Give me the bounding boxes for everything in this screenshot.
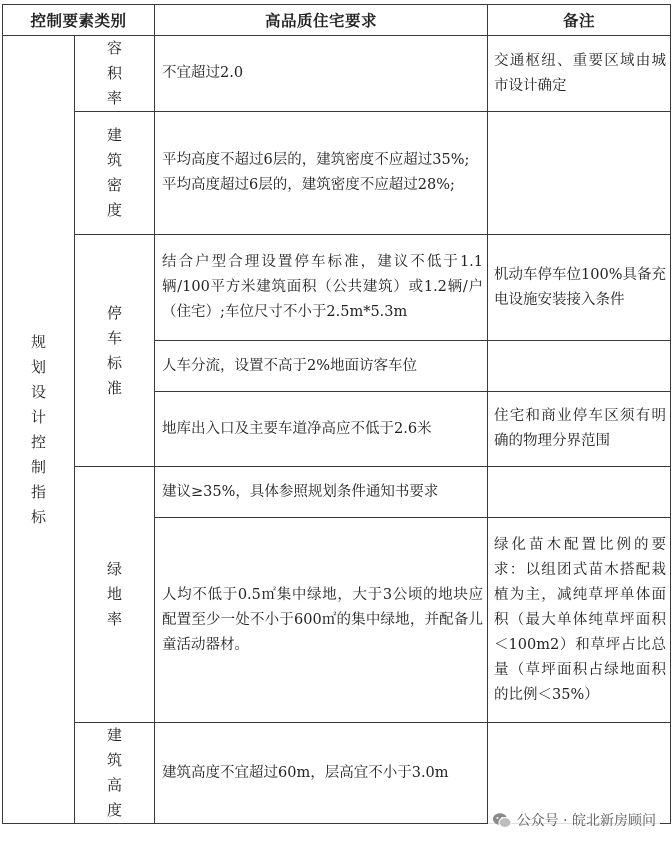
requirement-cell: 人车分流，设置不高于2%地面访客车位 bbox=[155, 341, 488, 392]
requirement-cell: 不宜超过2.0 bbox=[155, 36, 488, 112]
table-header-row bbox=[3, 5, 671, 36]
remark-cell bbox=[488, 467, 671, 518]
remark-cell: 住宅和商业停车区须有明确的物理分界范围 bbox=[488, 392, 671, 467]
header-requirement: 高品质住宅要求 bbox=[155, 5, 488, 36]
remark-cell: 绿化苗木配置比例的要求：以组团式苗木搭配栽植为主，减纯草坪单体面积（最大单体纯草坪面积＜100m2）和草坪占比总量（草坪面积占绿地面积的比例＜35%） bbox=[488, 518, 671, 723]
sub-category-label: 建 筑 密 度 bbox=[107, 126, 123, 219]
requirement-cell: 人均不低于0.5㎡集中绿地，大于3公顷的地块应配置至少一处不小于600㎡的集中绿地，并配备儿童活动器材。 bbox=[155, 518, 488, 723]
sub-category-label: 容 积 率 bbox=[107, 39, 123, 107]
table-row bbox=[3, 36, 671, 112]
requirement-cell: 建筑高度不宜超过60m，层高宜不小于3.0m bbox=[155, 723, 488, 824]
table-row bbox=[3, 467, 671, 518]
table-row bbox=[3, 235, 671, 341]
sub-category-cell bbox=[75, 467, 155, 723]
requirement-cell: 结合户型合理设置停车标准，建议不低于1.1辆/100平方米建筑面积（公共建筑）或1.2辆/户（住宅）;车位尺寸不小于2.5m*5.3m bbox=[155, 235, 488, 341]
requirements-table bbox=[2, 4, 671, 824]
requirement-cell: 建议≥35%，具体参照规划条件通知书要求 bbox=[155, 467, 488, 518]
remark-cell bbox=[488, 341, 671, 392]
watermark-text: 公众号 · 皖北新房顾问 bbox=[516, 813, 656, 829]
requirement-cell: 地库出入口及主要车道净高应不低于2.6米 bbox=[155, 392, 488, 467]
watermark bbox=[488, 808, 660, 832]
header-remarks: 备注 bbox=[488, 5, 671, 36]
remark-cell bbox=[488, 112, 671, 235]
remark-cell: 机动车停车位100%具备充电设施安装接入条件 bbox=[488, 235, 671, 341]
sub-category-label: 停 车 标 准 bbox=[107, 303, 123, 397]
group-label-cell bbox=[3, 36, 75, 824]
remark-cell: 交通枢纽、重要区域由城市设计确定 bbox=[488, 36, 671, 112]
sub-category-cell bbox=[75, 723, 155, 824]
requirement-text: 平均高度不超过6层的，建筑密度不应超过35%; 平均高度超过6层的，建筑密度不应超过28%; bbox=[162, 152, 470, 193]
sub-category-label: 绿 地 率 bbox=[107, 560, 123, 628]
table-row bbox=[3, 112, 671, 235]
sub-category-label: 建 筑 高 度 bbox=[107, 726, 123, 819]
group-label: 规 划 设 计 控 制 指 标 bbox=[30, 332, 46, 526]
sub-category-cell bbox=[75, 112, 155, 235]
sub-category-cell bbox=[75, 36, 155, 112]
requirement-cell bbox=[155, 112, 488, 235]
sub-category-cell bbox=[75, 235, 155, 467]
header-category: 控制要素类别 bbox=[3, 5, 155, 36]
wechat-icon bbox=[492, 812, 512, 829]
